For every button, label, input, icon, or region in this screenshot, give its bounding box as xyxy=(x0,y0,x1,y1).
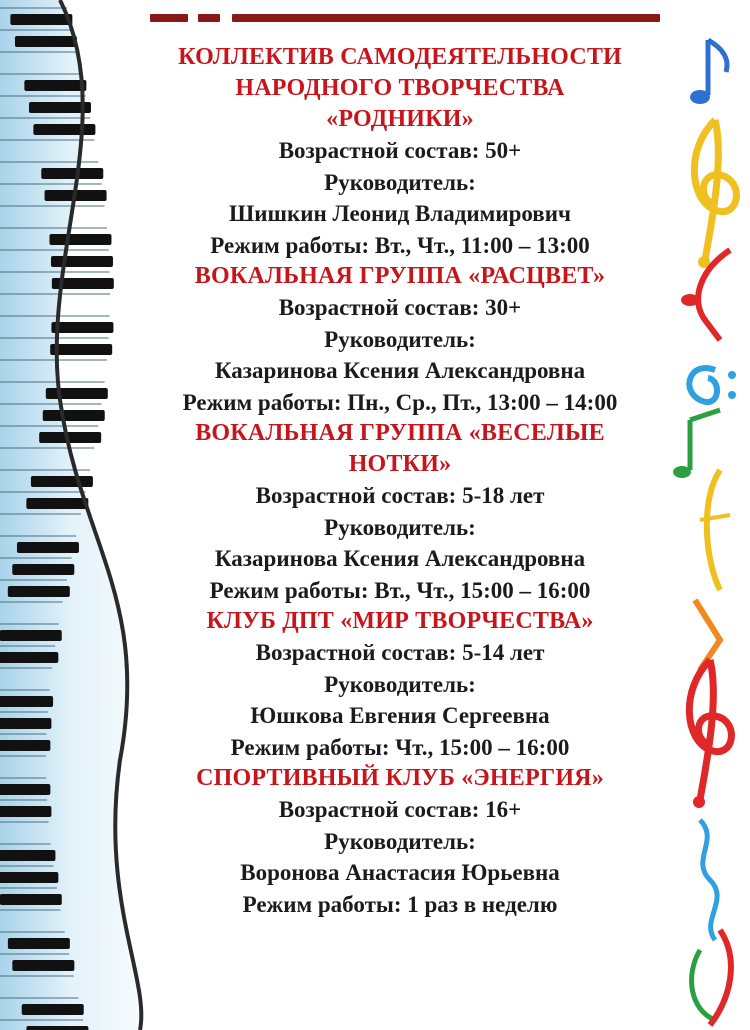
piano-black-key xyxy=(31,476,93,487)
piano-black-key xyxy=(39,432,101,443)
piano-black-key xyxy=(0,784,50,795)
leader-label: Руководитель: xyxy=(324,326,476,352)
piano-black-key xyxy=(8,938,70,949)
club-section xyxy=(140,606,660,763)
piano-black-key xyxy=(15,36,77,47)
red-treble-clef-icon xyxy=(689,660,731,808)
club-title-line: СПОРТИВНЫЙ КЛУБ «ЭНЕРГИЯ» xyxy=(196,765,604,791)
leader-label: Руководитель: xyxy=(324,671,476,697)
piano-black-key xyxy=(12,564,74,575)
piano-black-key xyxy=(0,894,62,905)
piano-black-key xyxy=(24,80,86,91)
piano-black-key xyxy=(46,388,108,399)
piano-black-key xyxy=(26,498,88,509)
leader-label: Руководитель: xyxy=(324,828,476,854)
piano-black-key xyxy=(22,1004,84,1015)
club-title xyxy=(140,606,660,637)
club-title xyxy=(140,763,660,794)
piano-black-key xyxy=(0,652,58,663)
piano-black-key xyxy=(0,630,62,641)
schedule: Режим работы: 1 раз в неделю xyxy=(242,891,558,917)
yellow-note-icon xyxy=(700,470,730,590)
leader-name: Казаринова Ксения Александровна xyxy=(214,358,586,383)
blue-bass-clef-icon xyxy=(689,368,736,402)
schedule: Режим работы: Вт., Чт., 11:00 – 13:00 xyxy=(210,232,590,258)
piano-black-key xyxy=(51,256,113,267)
club-title-line: НОТКИ» xyxy=(348,451,452,477)
piano-black-key xyxy=(0,806,51,817)
leader-name: Воронова Анастасия Юрьевна xyxy=(240,860,560,885)
piano-black-key xyxy=(33,124,95,135)
club-title xyxy=(140,42,660,135)
schedule: Режим работы: Вт., Чт., 15:00 – 16:00 xyxy=(209,577,591,603)
age-group: Возрастной состав: 30+ xyxy=(278,295,522,320)
club-title-line: КЛУБ ДПТ «МИР ТВОРЧЕСТВА» xyxy=(206,608,594,634)
club-section xyxy=(140,42,660,261)
piano-black-key xyxy=(12,960,74,971)
top-bar-segment xyxy=(198,14,220,22)
age-group: Возрастной состав: 16+ xyxy=(278,797,522,822)
blue-wave-note-icon xyxy=(700,820,717,940)
treble-clef-yellow-icon xyxy=(694,120,736,268)
clubs-list xyxy=(140,42,660,920)
age-group: Возрастной состав: 5-14 лет xyxy=(255,640,545,665)
leader-label: Руководитель: xyxy=(324,169,476,195)
green-note-icon xyxy=(673,410,720,478)
piano-black-key xyxy=(49,234,111,245)
schedule: Режим работы: Пн., Ср., Пт., 13:00 – 14:00 xyxy=(182,389,618,415)
piano-black-key xyxy=(26,1026,88,1030)
leader-name: Казаринова Ксения Александровна xyxy=(214,546,586,571)
club-title-line: «РОДНИКИ» xyxy=(326,106,474,132)
club-title-line: ВОКАЛЬНАЯ ГРУППА «ВЕСЕЛЫЕ xyxy=(195,420,605,446)
piano-black-key xyxy=(0,718,51,729)
piano-black-key xyxy=(0,696,53,707)
top-bar-segment xyxy=(150,14,188,22)
club-title xyxy=(140,261,660,292)
piano-black-key xyxy=(0,850,55,861)
piano-black-key xyxy=(50,344,112,355)
piano-black-key xyxy=(41,168,103,179)
piano-black-key xyxy=(10,14,72,25)
music-notes-decoration xyxy=(660,0,750,1030)
club-title-line: КОЛЛЕКТИВ САМОДЕЯТЕЛЬНОСТИ xyxy=(178,44,622,70)
piano-black-key xyxy=(17,542,79,553)
age-group: Возрастной состав: 5-18 лет xyxy=(255,483,545,508)
age-group: Возрастной состав: 50+ xyxy=(278,138,522,163)
schedule: Режим работы: Чт., 15:00 – 16:00 xyxy=(230,734,570,760)
club-title-line: НАРОДНОГО ТВОРЧЕСТВА xyxy=(235,75,565,101)
club-section xyxy=(140,763,660,920)
piano-black-key xyxy=(51,322,113,333)
club-section xyxy=(140,261,660,418)
top-bar-segment xyxy=(232,14,660,22)
top-decorative-bar xyxy=(150,14,660,22)
club-title xyxy=(140,418,660,480)
piano-black-key xyxy=(0,740,50,751)
blue-eighth-note-icon xyxy=(690,40,727,104)
club-section xyxy=(140,418,660,606)
leader-name: Юшкова Евгения Сергеевна xyxy=(250,703,550,728)
club-title-line: ВОКАЛЬНАЯ ГРУППА «РАСЦВЕТ» xyxy=(194,263,606,289)
piano-black-key xyxy=(0,872,58,883)
piano-black-key xyxy=(43,410,105,421)
green-red-clef-bottom-icon xyxy=(692,930,731,1025)
piano-black-key xyxy=(8,586,70,597)
leader-name: Шишкин Леонид Владимирович xyxy=(229,201,571,226)
leader-label: Руководитель: xyxy=(324,514,476,540)
